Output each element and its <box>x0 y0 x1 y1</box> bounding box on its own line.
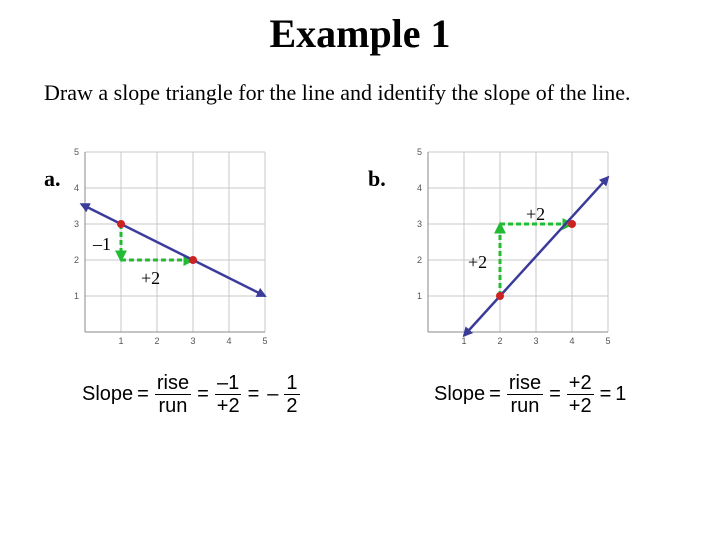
fraction-numerator: +2 <box>568 372 592 394</box>
value-fraction <box>215 372 242 417</box>
data-point <box>496 292 504 300</box>
x-tick-label: 5 <box>262 336 268 346</box>
equals-sign: = <box>489 383 501 405</box>
slide-title: Example 1 <box>269 11 451 56</box>
x-tick-label: 1 <box>118 336 124 346</box>
fraction-numerator: –1 <box>217 372 240 394</box>
value-fraction <box>567 372 594 417</box>
y-tick-label: 1 <box>416 291 422 301</box>
equals-sign: = <box>599 383 612 405</box>
y-tick-label: 2 <box>73 255 79 265</box>
graph-a <box>73 147 268 352</box>
part-a-label: a. <box>44 166 61 191</box>
negative-sign: – <box>267 383 279 405</box>
rise-over-run-fraction <box>507 372 543 417</box>
y-tick-label: 2 <box>416 255 422 265</box>
y-tick-label: 5 <box>73 147 79 157</box>
equals-sign: = <box>197 383 209 405</box>
rise-label-b: +2 <box>468 252 488 272</box>
fraction-denominator: +2 <box>568 395 592 417</box>
y-tick-label: 3 <box>416 219 422 229</box>
y-tick-label: 5 <box>416 147 422 157</box>
run-label-b: +2 <box>526 204 546 224</box>
run-word: run <box>158 395 188 417</box>
y-tick-label: 4 <box>416 183 422 193</box>
data-point <box>189 256 197 264</box>
x-tick-label: 3 <box>190 336 196 346</box>
x-tick-label: 1 <box>461 336 467 346</box>
slope-result: 1 <box>615 383 627 405</box>
run-word: run <box>510 395 540 417</box>
rise-label-a: –1 <box>93 234 111 254</box>
fraction-denominator: 2 <box>286 395 298 417</box>
data-point <box>117 220 125 228</box>
fraction-numerator: 1 <box>286 372 298 394</box>
equals-sign: = <box>137 383 149 405</box>
slope-formula-a <box>82 372 302 417</box>
x-tick-label: 3 <box>533 336 539 346</box>
part-b-label: b. <box>368 166 386 191</box>
equals-sign: = <box>247 383 260 405</box>
run-label-a: +2 <box>141 268 161 288</box>
x-tick-label: 2 <box>497 336 503 346</box>
slope-word: Slope <box>434 383 486 405</box>
simplified-fraction <box>284 372 299 417</box>
x-tick-label: 2 <box>154 336 160 346</box>
y-tick-label: 4 <box>73 183 79 193</box>
fraction-denominator: +2 <box>216 395 240 417</box>
graph-b <box>416 147 611 352</box>
rise-word: rise <box>508 372 542 394</box>
x-tick-label: 4 <box>226 336 232 346</box>
rise-word: rise <box>156 372 190 394</box>
y-tick-label: 3 <box>73 219 79 229</box>
rise-over-run-fraction <box>155 372 191 417</box>
x-tick-label: 5 <box>605 336 611 346</box>
x-tick-label: 4 <box>569 336 575 346</box>
y-tick-label: 1 <box>73 291 79 301</box>
slope-formula-b <box>434 372 626 417</box>
problem-prompt: Draw a slope triangle for the line and identify the slope of the line. <box>44 80 631 105</box>
slope-word: Slope <box>82 383 134 405</box>
equals-sign: = <box>549 383 561 405</box>
data-point <box>568 220 576 228</box>
